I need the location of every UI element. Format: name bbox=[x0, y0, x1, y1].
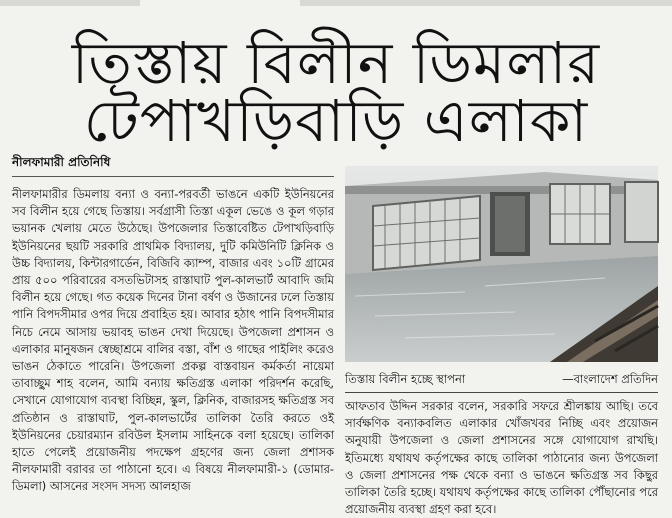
byline: নীলফামারী প্রতিনিধি bbox=[12, 154, 110, 177]
flooded-building-photo bbox=[345, 166, 658, 362]
news-photo bbox=[345, 166, 658, 362]
headline-line-2: টেপাখড়িবাড়ি এলাকা bbox=[83, 87, 589, 155]
byline-divider bbox=[12, 176, 334, 177]
article-body-left-column: নীলফামারীর ডিমলায় বন্যা ও বন্যা-পরবর্তী ভাঙনে একটি ইউনিয়নের সব বিলীন হয়ে গেছে তিস্তায়। সর্বগ্রাসী তিস্তা একূল ভেঙে ও কূল গড়ার ভয়ানক খেলায় মেতে উঠেছে। উপজেলার তিস্তাবেষ্টিত টেপাখড়িবাড়ি ইউনিয়নের ছয়টি সরকারি প্রাথমিক বিদ্যালয়, দুটি কমিউনিটি ক্লিনিক ও উচ্চ বিদ্যালয়, কিন্টারগার্ডেন, বিজিবি ক্যাম্প, বাজার এবং ১০টি গ্রামের প্রায় ৫০০ পরিবারের বসতভিটাসহ রাস্তাঘাট পুল-কালভার্ট আবাদি জমি বিলীন হয়ে গেছে। গত কয়েক দিনের টানা বর্ষণ ও উজানের ঢলে তিস্তায় পানি বিপদসীমার ওপর দিয়ে প্রবাহিত হয়। আবার হঠাৎ পানি বিপদসীমার নিচে নেমে আসায় ভয়াবহ ভাঙন দেখা দিয়েছে। উপজেলা প্রশাসন ও এলাকার মানুষজন স্বেচ্ছাশ্রমে বালির বস্তা, বাঁশ ও গাছের পাইলিং করেও ভাঙন ঠেকাতে পারেনি। উপজেলা প্রকল্প বাস্তবায়ন কর্মকর্তা নায়েমা তাবাচ্ছুম শাহ বলেন, আমি বন্যায় ক্ষতিগ্রস্ত এলাকা পরিদর্শন করেছি, সেখানে যোগাযোগ ব্যবস্থা বিচ্ছিন্ন, স্কুল, ক্লিনিক, বাজারসহ ক্ষতিগ্রস্ত সব প্রতিষ্ঠান ও রাস্তাঘাট, পুল-কালভার্টের তালিকা তৈরি করতে ওই ইউনিয়নের চেয়ারম্যান রবিউল ইসলাম সাহিনকে বলা হয়েছে। তালিকা হাতে পেলেই প্রয়োজনীয় পদক্ষেপ গ্রহণের জন্য জেলা প্রশাসক নীলফামারী বরাবর তা পাঠানো হবে। এ বিষয়ে নীলফামারী-১ (ডোমার-ডিমলা) আসনের সংসদ সদস্য আলহাজ bbox=[12, 187, 334, 494]
headline-line-1: তিস্তায় বিলীন ডিমলার bbox=[71, 29, 601, 97]
top-border bbox=[0, 0, 672, 16]
photo-caption bbox=[345, 371, 658, 389]
top-border-segment-right bbox=[300, 0, 672, 6]
caption-divider bbox=[345, 392, 658, 393]
photo-caption-text: তিস্তায় বিলীন হচ্ছে স্থাপনা bbox=[345, 372, 466, 386]
article-body-right-column: আফতাব উদ্দিন সরকার বলেন, সরকারি সফরে শ্রীলঙ্কায় আছি। তবে সার্বক্ষণিক বন্যাকবলিত এলাকার খোঁজখবর নিচ্ছি এবং প্রয়োজন অনুযায়ী উপজেলা ও জেলা প্রশাসনের সঙ্গে যোগাযোগ রাখছি। ইতিমধ্যে যথাযথ কর্তৃপক্ষের কাছে তালিকা পাঠানোর জন্য উপজেলা ও জেলা প্রশাসনের পক্ষ থেকে বন্যা ও ভাঙনে ক্ষতিগ্রস্ত সব কিছুর তালিকা তৈরি হচ্ছে। যথাযথ কর্তৃপক্ষের কাছে তালিকা পৌঁছানোর পরে প্রয়োজনীয় ব্যবস্থা গ্রহণ করা হবে। bbox=[345, 399, 658, 517]
top-border-segment-left bbox=[0, 0, 140, 6]
photo-credit: —বাংলাদেশ প্রতিদিন bbox=[562, 372, 658, 386]
